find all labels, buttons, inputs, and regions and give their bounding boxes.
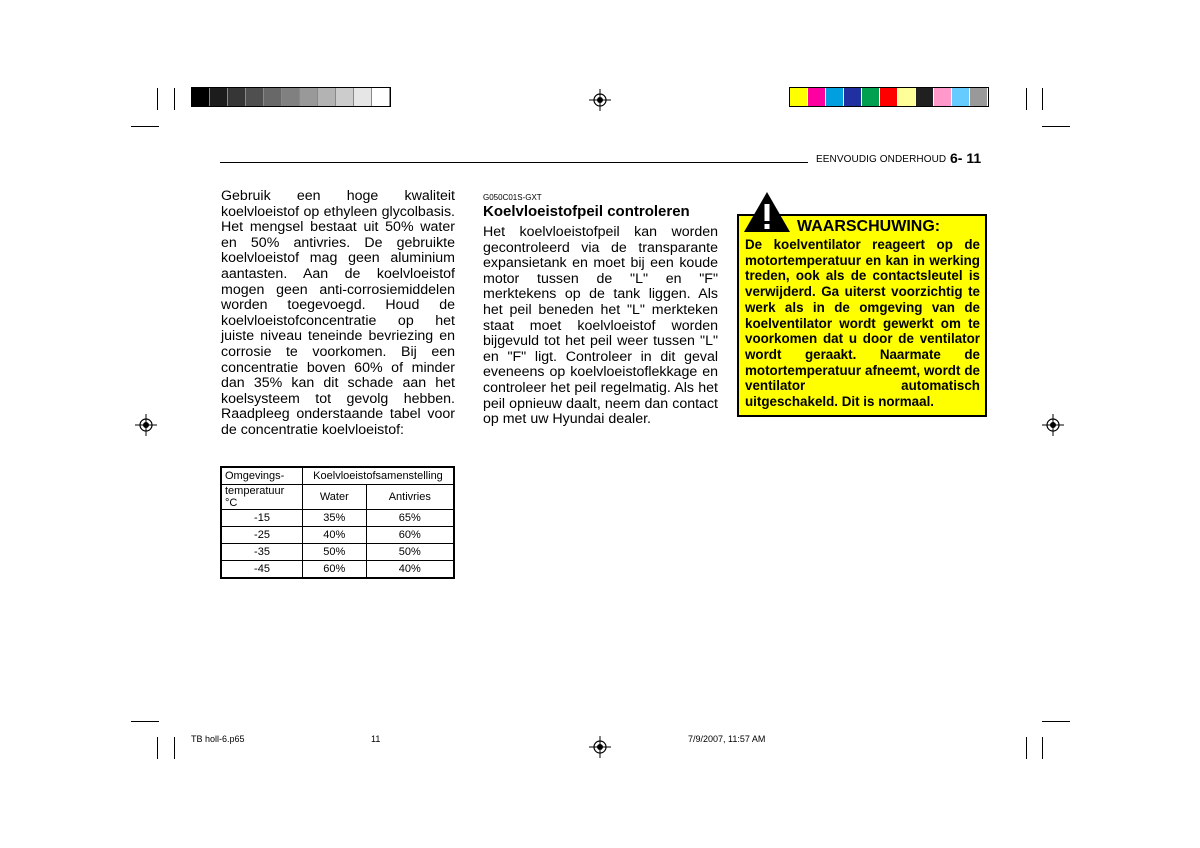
table-header-temperature: Omgevings- bbox=[221, 467, 303, 485]
page-number: 6- 11 bbox=[950, 150, 982, 166]
crop-mark bbox=[174, 88, 175, 110]
color-swatch bbox=[372, 88, 390, 106]
table-header-antifreeze: Antivries bbox=[366, 485, 454, 510]
crop-mark bbox=[131, 721, 159, 722]
color-swatch bbox=[264, 88, 282, 106]
color-swatch bbox=[808, 88, 826, 106]
table-cell-water: 40% bbox=[303, 527, 367, 544]
table-subheader-row bbox=[221, 485, 454, 510]
table-header-temperature-unit: temperatuur °C bbox=[221, 485, 303, 510]
footer-timestamp: 7/9/2007, 11:57 AM bbox=[688, 734, 766, 744]
color-swatch bbox=[790, 88, 808, 106]
table-row bbox=[221, 561, 454, 579]
crop-mark bbox=[1026, 88, 1027, 110]
table-cell-temperature: -25 bbox=[221, 527, 303, 544]
color-swatch bbox=[880, 88, 898, 106]
registration-target-icon bbox=[135, 414, 157, 436]
warning-title: WAARSCHUWING: bbox=[797, 218, 941, 235]
footer-page: 11 bbox=[371, 734, 381, 744]
color-swatch bbox=[934, 88, 952, 106]
crop-mark bbox=[1026, 737, 1027, 759]
crop-mark bbox=[1042, 721, 1070, 722]
color-swatch bbox=[952, 88, 970, 106]
section-code: G050C01S-GXT bbox=[483, 193, 542, 202]
table-row bbox=[221, 510, 454, 527]
color-swatch bbox=[192, 88, 210, 106]
footer-file-name: TB holl-6.p65 bbox=[191, 734, 245, 744]
table-cell-antifreeze: 50% bbox=[366, 544, 454, 561]
registration-target-icon bbox=[589, 736, 611, 758]
table-header-composition: Koelvloeistofsamenstelling bbox=[303, 467, 455, 485]
table-cell-temperature: -15 bbox=[221, 510, 303, 527]
table-cell-water: 50% bbox=[303, 544, 367, 561]
table-row bbox=[221, 544, 454, 561]
color-swatch bbox=[354, 88, 372, 106]
table-cell-water: 35% bbox=[303, 510, 367, 527]
color-swatch bbox=[844, 88, 862, 106]
crop-mark bbox=[174, 737, 175, 759]
color-swatch bbox=[970, 88, 988, 106]
grayscale-bar bbox=[191, 87, 391, 107]
crop-mark bbox=[1042, 126, 1070, 127]
color-swatch bbox=[228, 88, 246, 106]
table-header-row bbox=[221, 467, 454, 485]
table-cell-temperature: -45 bbox=[221, 561, 303, 579]
table-cell-antifreeze: 40% bbox=[366, 561, 454, 579]
crop-mark bbox=[157, 737, 158, 759]
color-swatch bbox=[336, 88, 354, 106]
table-cell-antifreeze: 60% bbox=[366, 527, 454, 544]
color-swatch bbox=[898, 88, 916, 106]
coolant-level-paragraph: Het koelvloeistofpeil kan worden gecontroleerd via de transparante expansietank en moet bij een koude motor tussen de "L" en "F" merktekens op de tank liggen. Als het peil beneden het "L" merkteken staat moet koelvloeistof worden bijgevuld tot het peil weer tussen "L" en "F" ligt. Controleer in dit geval eveneens op koelvloeistoflekkage en controleer het peil regelmatig. Als het peil opnieuw daalt, neem dan contact op met uw Hyundai dealer. bbox=[483, 224, 718, 428]
color-swatch bbox=[246, 88, 264, 106]
table-cell-antifreeze: 65% bbox=[366, 510, 454, 527]
color-swatch bbox=[916, 88, 934, 106]
warning-triangle-icon bbox=[743, 191, 791, 233]
color-swatch bbox=[282, 88, 300, 106]
color-swatch bbox=[210, 88, 228, 106]
table-header-water: Water bbox=[303, 485, 367, 510]
table-row bbox=[221, 527, 454, 544]
crop-mark bbox=[1042, 88, 1043, 110]
section-title: EENVOUDIG ONDERHOUD bbox=[816, 154, 947, 165]
color-swatch bbox=[300, 88, 318, 106]
color-swatch bbox=[826, 88, 844, 106]
coolant-concentration-table bbox=[220, 466, 455, 579]
registration-target-icon bbox=[589, 89, 611, 111]
section-heading: Koelvloeistofpeil controleren bbox=[483, 203, 690, 220]
table-cell-temperature: -35 bbox=[221, 544, 303, 561]
header-rule bbox=[220, 162, 808, 163]
color-bar bbox=[789, 87, 989, 107]
crop-mark bbox=[1042, 737, 1043, 759]
registration-target-icon bbox=[1042, 414, 1064, 436]
warning-text: De koelventilator reageert op de motortemperatuur en kan in werking treden, ook als de contactsleutel is verwijderd. Ga uiterst voorzichtig te werk als in de omgeving van de koelventilator wordt gewerkt om te voorkomen dat u door de ventilator wordt geraakt. Naarmate de motortemperatuur afneemt, wordt de ventilator automatisch uitgeschakeld. Dit is normaal. bbox=[745, 237, 980, 410]
color-swatch bbox=[318, 88, 336, 106]
crop-mark bbox=[157, 88, 158, 110]
crop-mark bbox=[131, 126, 159, 127]
color-swatch bbox=[862, 88, 880, 106]
coolant-quality-paragraph: Gebruik een hoge kwaliteit koelvloeistof op ethyleen glycolbasis. Het mengsel bestaat uit 50% water en 50% antivries. De gebruikte koelvloeistof mag geen aluminium aantasten. Aan de koelvloeistof mogen geen anti-corrosiemiddelen worden toegevoegd. Houd de koelvloeistofconcentratie op het juiste niveau teneinde bevriezing en corrosie te voorkomen. Bij een concentratie boven 60% of minder dan 35% kan dit schade aan het koelsysteem tot gevolg hebben. Raadpleeg onderstaande tabel voor de concentratie koelvloeistof: bbox=[221, 188, 455, 438]
table-cell-water: 60% bbox=[303, 561, 367, 579]
